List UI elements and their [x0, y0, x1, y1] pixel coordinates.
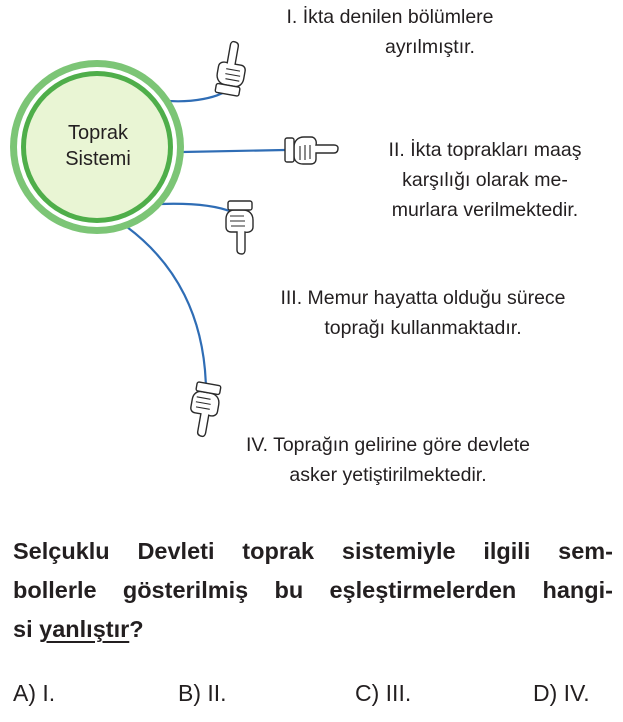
center-label [38, 120, 158, 172]
center-label-line: Toprak [67, 122, 129, 144]
option-b[interactable]: B) II. [178, 680, 227, 706]
statement-line: toprağı kullanmaktadır. [324, 317, 522, 339]
statement-3 [238, 283, 608, 343]
question-text [13, 532, 613, 649]
question-emphasis: yanlıştır [39, 616, 130, 642]
statement-2 [350, 135, 620, 225]
question-line [13, 610, 613, 649]
question-line: Selçuklu Devleti toprak sistemiyle ilgili sem- [13, 538, 613, 564]
pointing-hand-icon [226, 201, 253, 254]
statement-line: IV. Toprağın gelirine göre devlete [245, 434, 531, 456]
statement-line: karşılığı olarak me- [402, 169, 568, 191]
connector-line-3 [160, 204, 232, 212]
connector-line-4 [120, 222, 206, 390]
statement-4 [218, 430, 558, 490]
connector-line-2 [182, 150, 285, 152]
statement-line: asker yetiştirilmektedir. [289, 464, 487, 486]
pointing-hand-icon [285, 137, 338, 164]
question-prefix: si [13, 616, 40, 642]
question-line: bollerle gösterilmiş bu eşleştirmelerden hangi- [13, 577, 613, 603]
center-label-line: Sistemi [65, 148, 131, 170]
statement-line: II. İkta toprakları maaş [388, 139, 582, 161]
pointing-hand-icon [186, 381, 222, 438]
option-d[interactable]: D) IV. [533, 680, 590, 706]
question-suffix: ? [129, 616, 144, 642]
statement-line: I. İkta denilen bölümlere [286, 6, 494, 28]
statement-line: III. Memur hayatta olduğu sürece [280, 287, 566, 309]
statement-line: murlara verilmektedir. [391, 199, 579, 221]
answer-options [0, 680, 623, 716]
option-a[interactable]: A) I. [13, 680, 56, 706]
option-c[interactable]: C) III. [355, 680, 412, 706]
statement-1 [230, 2, 550, 62]
statement-line: ayrılmıştır. [385, 36, 475, 58]
